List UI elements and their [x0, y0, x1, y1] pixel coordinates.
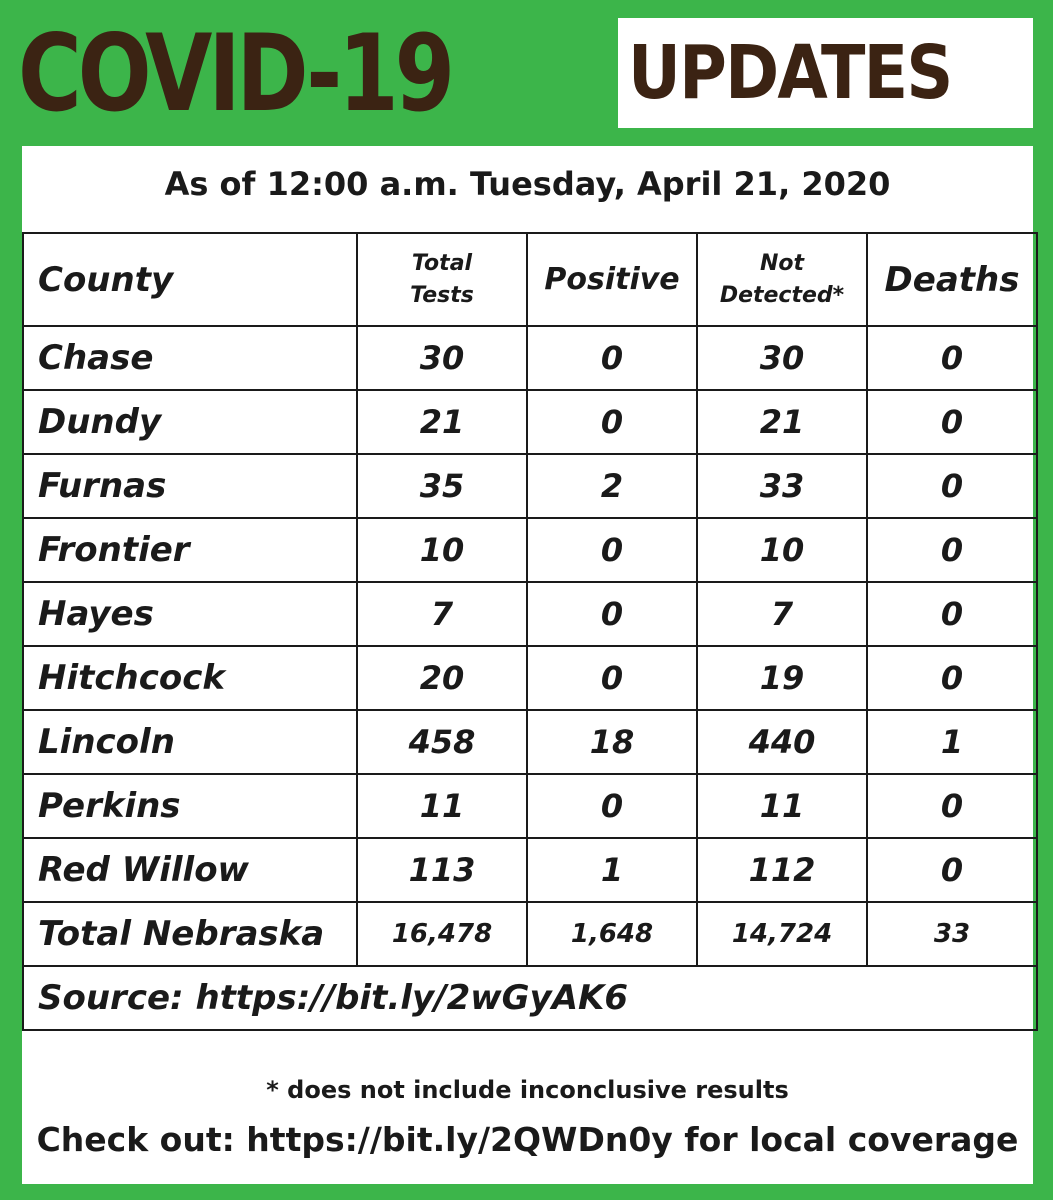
- cell-deaths: 0: [867, 838, 1037, 902]
- cell-total-tests: 11: [357, 774, 527, 838]
- cell-deaths: 0: [867, 326, 1037, 390]
- date-line: As of 12:00 a.m. Tuesday, April 21, 2020: [164, 165, 891, 203]
- cell-not-detected: 440: [697, 710, 867, 774]
- column-header-total-tests-line1: Total: [411, 250, 473, 276]
- cell-positive: 0: [527, 774, 697, 838]
- column-header-total-tests-line2: Tests: [410, 282, 474, 308]
- checkout-line: Check out: https://bit.ly/2QWDn0y for local coverage: [36, 1120, 1019, 1159]
- cell-county: Red Willow: [23, 838, 357, 902]
- cell-county: Hitchcock: [23, 646, 357, 710]
- table-row: [23, 518, 1037, 582]
- cell-not-detected: 11: [697, 774, 867, 838]
- title-secondary: UPDATES: [628, 30, 952, 116]
- title-main: COVID-19: [18, 12, 451, 135]
- cell-total-tests: 16,478: [357, 902, 527, 966]
- cell-county: Hayes: [23, 582, 357, 646]
- cell-total-tests: 20: [357, 646, 527, 710]
- content-panel: [22, 146, 1033, 1184]
- column-header-deaths: Deaths: [867, 233, 1037, 326]
- cell-positive: 1: [527, 838, 697, 902]
- cell-county: Furnas: [23, 454, 357, 518]
- cell-not-detected: 30: [697, 326, 867, 390]
- column-header-positive: Positive: [527, 233, 697, 326]
- cell-total-tests: 30: [357, 326, 527, 390]
- cell-deaths: 1: [867, 710, 1037, 774]
- cell-not-detected: 33: [697, 454, 867, 518]
- cell-positive: 0: [527, 582, 697, 646]
- table-source-row: [23, 966, 1037, 1030]
- table-row: [23, 390, 1037, 454]
- column-header-not-detected: [697, 233, 867, 326]
- column-header-not-detected-line2: Detected*: [719, 282, 845, 308]
- source-line: Source: https://bit.ly/2wGyAK6: [23, 966, 1037, 1030]
- table-row: [23, 774, 1037, 838]
- table-header-row: [23, 233, 1037, 326]
- cell-total-tests: 21: [357, 390, 527, 454]
- cell-deaths: 0: [867, 518, 1037, 582]
- cell-deaths: 0: [867, 582, 1037, 646]
- cell-total-tests: 458: [357, 710, 527, 774]
- cell-total-label: Total Nebraska: [23, 902, 357, 966]
- cell-county: Lincoln: [23, 710, 357, 774]
- cell-not-detected: 112: [697, 838, 867, 902]
- cell-positive: 2: [527, 454, 697, 518]
- cell-total-tests: 7: [357, 582, 527, 646]
- footnote: * does not include inconclusive results: [266, 1076, 789, 1104]
- cell-positive: 0: [527, 518, 697, 582]
- county-table: [22, 232, 1038, 1031]
- cell-total-tests: 35: [357, 454, 527, 518]
- cell-deaths: 0: [867, 646, 1037, 710]
- cell-total-deaths: 33: [867, 902, 1037, 966]
- cell-positive: 0: [527, 390, 697, 454]
- table-row: [23, 838, 1037, 902]
- column-header-not-detected-line1: Not: [759, 250, 805, 276]
- column-header-county: County: [23, 233, 357, 326]
- column-header-total-tests: [357, 233, 527, 326]
- cell-total-tests: 10: [357, 518, 527, 582]
- cell-positive: 0: [527, 646, 697, 710]
- cell-county: Frontier: [23, 518, 357, 582]
- table-total-row: [23, 902, 1037, 966]
- cell-positive: 0: [527, 326, 697, 390]
- cell-total-positive: 1,648: [527, 902, 697, 966]
- cell-total-tests: 113: [357, 838, 527, 902]
- cell-county: Perkins: [23, 774, 357, 838]
- title-secondary-box: [618, 18, 1033, 128]
- cell-deaths: 0: [867, 390, 1037, 454]
- table-row: [23, 646, 1037, 710]
- header: [0, 0, 1053, 146]
- cell-deaths: 0: [867, 774, 1037, 838]
- cell-not-detected: 19: [697, 646, 867, 710]
- cell-not-detected: 7: [697, 582, 867, 646]
- table-row: [23, 582, 1037, 646]
- cell-county: Chase: [23, 326, 357, 390]
- table-row: [23, 710, 1037, 774]
- cell-not-detected: 10: [697, 518, 867, 582]
- cell-positive: 18: [527, 710, 697, 774]
- cell-total-not-detected: 14,724: [697, 902, 867, 966]
- cell-deaths: 0: [867, 454, 1037, 518]
- table-row: [23, 326, 1037, 390]
- cell-not-detected: 21: [697, 390, 867, 454]
- cell-county: Dundy: [23, 390, 357, 454]
- table-row: [23, 454, 1037, 518]
